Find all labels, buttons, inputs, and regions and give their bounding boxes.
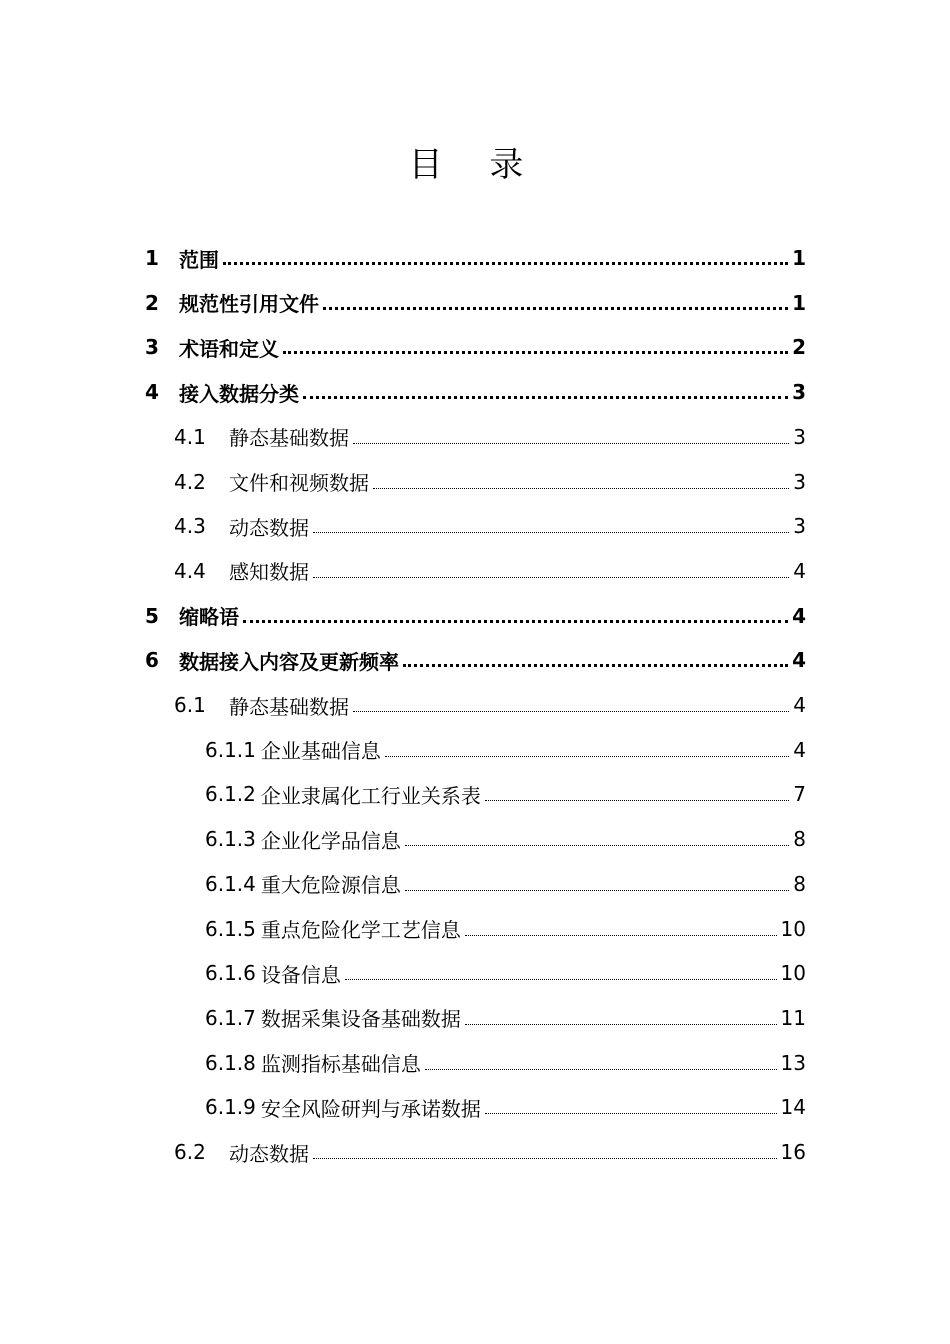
toc-entry[interactable] [145,325,806,369]
toc-entry-label: 企业隶属化工行业关系表 [260,783,481,808]
toc-entry-page: 13 [780,1050,806,1075]
toc-entry-number: 6.1.3 [205,827,256,852]
toc-entry-number: 4.1 [174,424,206,449]
toc-entry-number: 4.4 [174,558,206,583]
toc-dot-leader [405,872,789,896]
toc-entry[interactable] [205,862,806,906]
toc-entry[interactable] [205,996,806,1040]
toc-entry-label: 重大危险源信息 [260,873,401,898]
toc-entry-number: 6.1.5 [205,916,256,941]
toc-entry-page: 3 [793,424,806,449]
toc-entry-label: 企业基础信息 [260,739,381,764]
toc-entry-number: 6.1.4 [205,871,256,896]
toc-entry[interactable] [174,683,806,727]
toc-dot-leader [283,335,788,359]
toc-dot-leader [243,604,788,628]
toc-entry-number: 1 [145,246,159,270]
toc-entry[interactable] [205,1085,806,1129]
toc-entry-page: 4 [793,558,806,583]
toc-entry-label: 静态基础数据 [229,694,349,719]
toc-entry-label: 规范性引用文件 [179,292,319,317]
toc-entry[interactable] [174,460,806,504]
toc-entry-page: 1 [792,246,806,270]
toc-entry-label: 重点危险化学工艺信息 [260,918,461,942]
toc-dot-leader [403,648,788,672]
toc-entry-label: 数据采集设备基础数据 [260,1007,461,1032]
toc-entry-number: 4 [145,380,159,405]
toc-entry-number: 4.3 [174,514,206,539]
toc-dot-leader [313,559,789,583]
toc-entry-page: 2 [792,335,806,360]
toc-entry-page: 4 [792,603,806,628]
toc-entry[interactable] [205,1041,806,1085]
toc-entry[interactable] [205,728,806,772]
toc-entry-page: 8 [793,827,806,852]
toc-entry[interactable] [205,772,806,816]
toc-entry[interactable] [205,951,806,995]
toc-entry-number: 6.2 [174,1140,206,1164]
toc-entry-number: 5 [145,603,159,628]
toc-entry-number: 6.1.8 [205,1050,256,1075]
toc-entry-label: 设备信息 [260,962,341,987]
toc-dot-leader [323,291,788,315]
toc-entry-number: 6.1.6 [205,961,256,986]
toc-entry[interactable] [174,504,806,548]
toc-entry-number: 6 [145,648,159,673]
toc-entry-label: 术语和定义 [179,336,279,361]
toc-entry-label: 范围 [179,247,219,272]
toc-dot-leader [373,470,789,494]
toc-dot-leader [223,246,788,270]
toc-entry-page: 8 [793,871,806,896]
toc-entry-page: 7 [793,782,806,807]
toc-entry[interactable] [174,549,806,593]
toc-entry[interactable] [174,415,806,459]
toc-dot-leader [345,961,777,985]
toc-entry-label: 静态基础数据 [229,426,349,451]
toc-entry-label: 动态数据 [229,1141,309,1166]
toc-dot-leader [405,827,789,851]
toc-dot-leader [485,1095,777,1119]
toc-entry[interactable] [205,817,806,861]
toc-entry[interactable] [205,907,806,951]
toc-entry-number: 6.1.2 [205,782,256,807]
toc-entry-page: 16 [780,1140,806,1164]
toc-entry[interactable] [145,370,806,414]
toc-entry-number: 3 [145,335,159,360]
toc-dot-leader [313,514,789,538]
toc-entry-page: 11 [780,1005,806,1030]
toc-entry-page: 3 [793,514,806,539]
toc-entry-page: 10 [780,961,806,986]
toc-entry-label: 动态数据 [229,515,309,540]
toc-entry-page: 14 [780,1095,806,1120]
toc-entry-label: 安全风险研判与承诺数据 [260,1096,481,1121]
toc-dot-leader [353,425,789,449]
toc-dot-leader [485,782,789,806]
toc-entry-number: 6.1.9 [205,1095,256,1120]
toc-entry-page: 10 [780,916,806,941]
toc-entry-page: 4 [793,693,806,717]
toc-entry-number: 2 [145,290,159,315]
toc-entry-number: 6.1 [174,693,206,717]
toc-entry-page: 4 [792,648,806,673]
toc-entry-number: 4.2 [174,469,206,494]
toc-entry-label: 文件和视频数据 [229,471,369,495]
toc-entry-page: 3 [792,380,806,405]
toc-entry-label: 缩略语 [179,605,239,630]
toc-entry[interactable] [145,236,806,280]
toc-entry-number: 6.1.7 [205,1005,256,1030]
toc-entry-label: 数据接入内容及更新频率 [179,649,399,674]
toc-entry[interactable] [145,594,806,638]
toc-dot-leader [385,738,789,762]
toc-dot-leader [465,917,777,941]
toc-dot-leader [313,1140,777,1164]
toc-dot-leader [425,1051,777,1075]
toc-entry-label: 感知数据 [229,560,309,585]
toc-entry-page: 4 [793,737,806,762]
toc-entry-page: 1 [792,290,806,315]
toc-dot-leader [353,693,789,717]
toc-entry-label: 接入数据分类 [179,381,299,406]
toc-entry[interactable] [145,281,806,325]
toc-entry-label: 企业化学品信息 [260,828,401,853]
toc-entry-page: 3 [793,469,806,494]
toc-entry-label: 监测指标基础信息 [260,1052,421,1077]
toc-entry-number: 6.1.1 [205,737,256,762]
toc-title: 目 录 [408,145,542,185]
toc-dot-leader [303,380,788,404]
toc-entry[interactable] [174,1130,806,1174]
toc-dot-leader [465,1006,777,1030]
toc-entry[interactable] [145,638,806,682]
